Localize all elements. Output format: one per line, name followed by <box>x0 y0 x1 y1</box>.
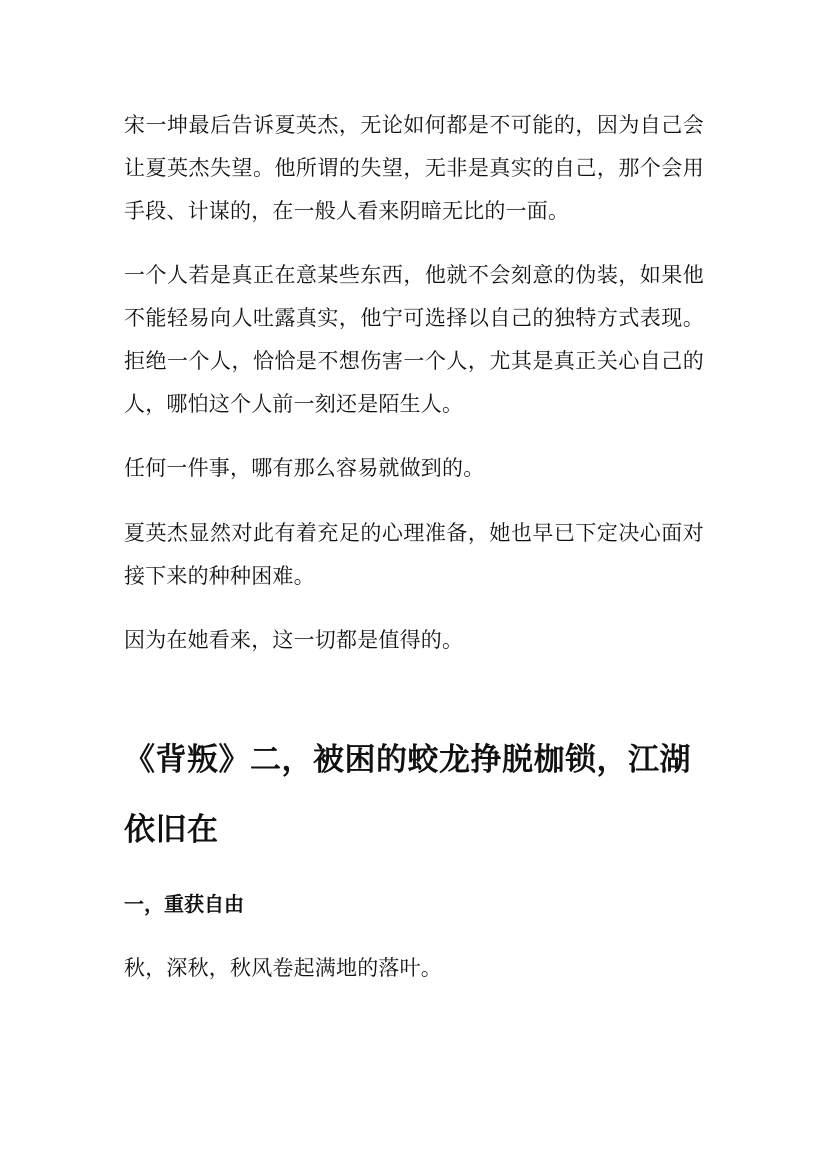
paragraph: 任何一件事，哪有那么容易就做到的。 <box>124 456 485 480</box>
section-heading: 一，重获自由 <box>124 892 244 916</box>
paragraph: 一个人若是真正在意某些东西，他就不会刻意的伪装，如果他不能轻易向人吐露真实，他宁可选择以自己的独特方式表现。拒绝一个人，恰恰是不想伤害一个人，尤其是真正关心自己的人，哪怕这个人前一刻还是陌生人。 <box>124 263 704 416</box>
paragraph: 秋，深秋，秋风卷起满地的落叶。 <box>124 956 442 980</box>
paragraph: 因为在她看来，这一切都是值得的。 <box>124 628 464 652</box>
paragraph: 宋一坤最后告诉夏英杰，无论如何都是不可能的，因为自己会让夏英杰失望。他所谓的失望，无非是真实的自己，那个会用手段、计谋的，在一般人看来阴暗无比的一面。 <box>124 113 704 223</box>
chapter-title: 《背叛》二，被困的蛟龙挣脱枷锁，江湖依旧在 <box>124 742 691 848</box>
paragraph: 夏英杰显然对此有着充足的心理准备，她也早已下定决心面对接下来的种种困难。 <box>124 521 704 588</box>
